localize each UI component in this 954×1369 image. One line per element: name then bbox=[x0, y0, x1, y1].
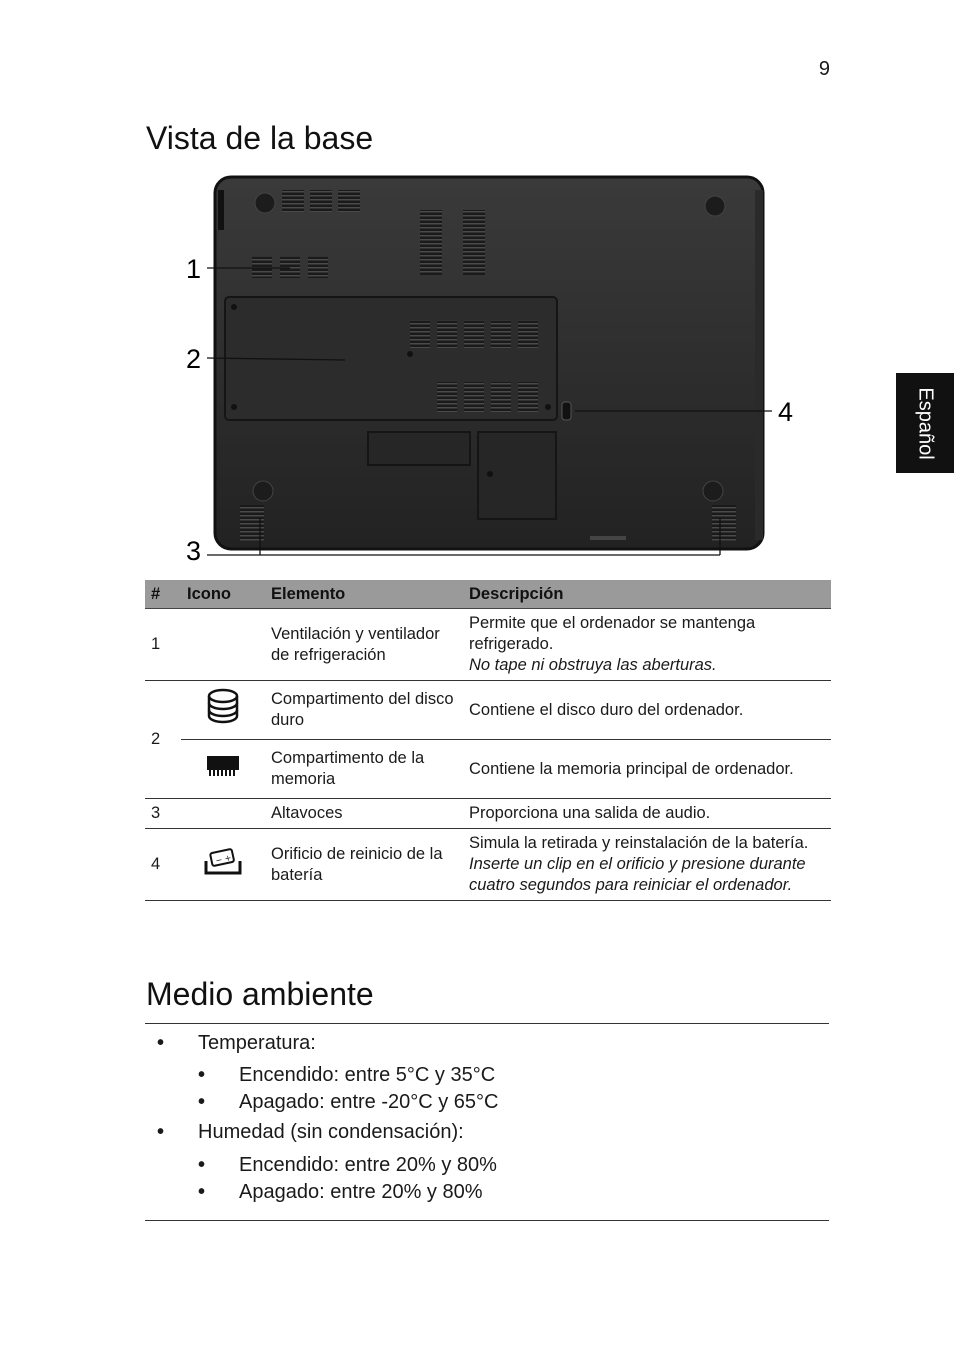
row-description: Proporciona una salida de audio. bbox=[463, 799, 831, 829]
language-tab bbox=[896, 373, 954, 473]
row-icon bbox=[181, 829, 265, 901]
row-number: 4 bbox=[145, 829, 181, 901]
bullet: • bbox=[198, 1181, 206, 1203]
row-number: 2 bbox=[145, 681, 181, 799]
bullet: • bbox=[157, 1032, 165, 1054]
row-icon bbox=[181, 681, 265, 740]
row-element: Altavoces bbox=[265, 799, 463, 829]
memory-icon bbox=[205, 754, 241, 778]
section-title-environment: Medio ambiente bbox=[146, 976, 374, 1012]
callout-3: 3 bbox=[186, 536, 202, 566]
row-description-note: No tape ni obstruya las aberturas. bbox=[469, 656, 717, 674]
list-item-text: Encendido: entre 20% y 80% bbox=[239, 1154, 497, 1176]
row-description: Contiene el disco duro del ordenador. bbox=[463, 681, 831, 740]
row-number: 1 bbox=[145, 609, 181, 681]
row-description: Contiene la memoria principal de ordenador. bbox=[463, 740, 831, 799]
row-description-note: Inserte un clip en el orificio y presione durante cuatro segundos para reiniciar el ordenador. bbox=[469, 855, 806, 894]
list-item-text: Apagado: entre 20% y 80% bbox=[239, 1181, 483, 1203]
row-icon bbox=[181, 799, 265, 829]
table-row bbox=[145, 799, 831, 829]
row-description-text: Permite que el ordenador se mantenga refrigerado. bbox=[469, 614, 756, 653]
callout-1: 1 bbox=[186, 254, 202, 284]
table-row bbox=[145, 829, 831, 901]
row-description bbox=[463, 609, 831, 681]
list-item-text: Temperatura: bbox=[198, 1032, 316, 1054]
row-description bbox=[463, 829, 831, 901]
row-element: Compartimento de la memoria bbox=[265, 740, 463, 799]
divider-top bbox=[145, 1023, 829, 1024]
bullet: • bbox=[157, 1121, 165, 1143]
battery-reset-icon bbox=[203, 847, 243, 877]
table-row bbox=[145, 681, 831, 740]
list-item-text: Apagado: entre -20°C y 65°C bbox=[239, 1091, 499, 1113]
table-row bbox=[145, 740, 831, 799]
header-element: Elemento bbox=[265, 580, 463, 609]
page-number: 9 bbox=[818, 58, 830, 80]
section-title-base-view: Vista de la base bbox=[146, 120, 374, 156]
svg-text:− +: − + bbox=[214, 852, 233, 865]
bullet: • bbox=[198, 1154, 206, 1176]
row-element: Orificio de reinicio de la batería bbox=[265, 829, 463, 901]
hard-disk-icon bbox=[206, 688, 240, 726]
components-table bbox=[145, 580, 831, 901]
header-icon: Icono bbox=[181, 580, 265, 609]
header-number: # bbox=[145, 580, 181, 609]
list-item-text: Humedad (sin condensación): bbox=[198, 1121, 464, 1143]
row-number: 3 bbox=[145, 799, 181, 829]
bullet: • bbox=[198, 1064, 206, 1086]
divider-bottom bbox=[145, 1220, 829, 1221]
row-element: Ventilación y ventilador de refrigeración bbox=[265, 609, 463, 681]
table-header-row bbox=[145, 580, 831, 609]
laptop-base-figure bbox=[150, 170, 810, 570]
language-tab-label: Español bbox=[914, 386, 937, 460]
bullet: • bbox=[198, 1091, 206, 1113]
row-icon bbox=[181, 740, 265, 799]
row-description-text: Simula la retirada y reinstalación de la batería. bbox=[469, 834, 809, 852]
table-row bbox=[145, 609, 831, 681]
row-icon bbox=[181, 609, 265, 681]
row-element: Compartimento del disco duro bbox=[265, 681, 463, 740]
callout-4: 4 bbox=[778, 397, 794, 427]
header-description: Descripción bbox=[463, 580, 831, 609]
callout-2: 2 bbox=[186, 344, 202, 374]
list-item-text: Encendido: entre 5°C y 35°C bbox=[239, 1064, 496, 1086]
